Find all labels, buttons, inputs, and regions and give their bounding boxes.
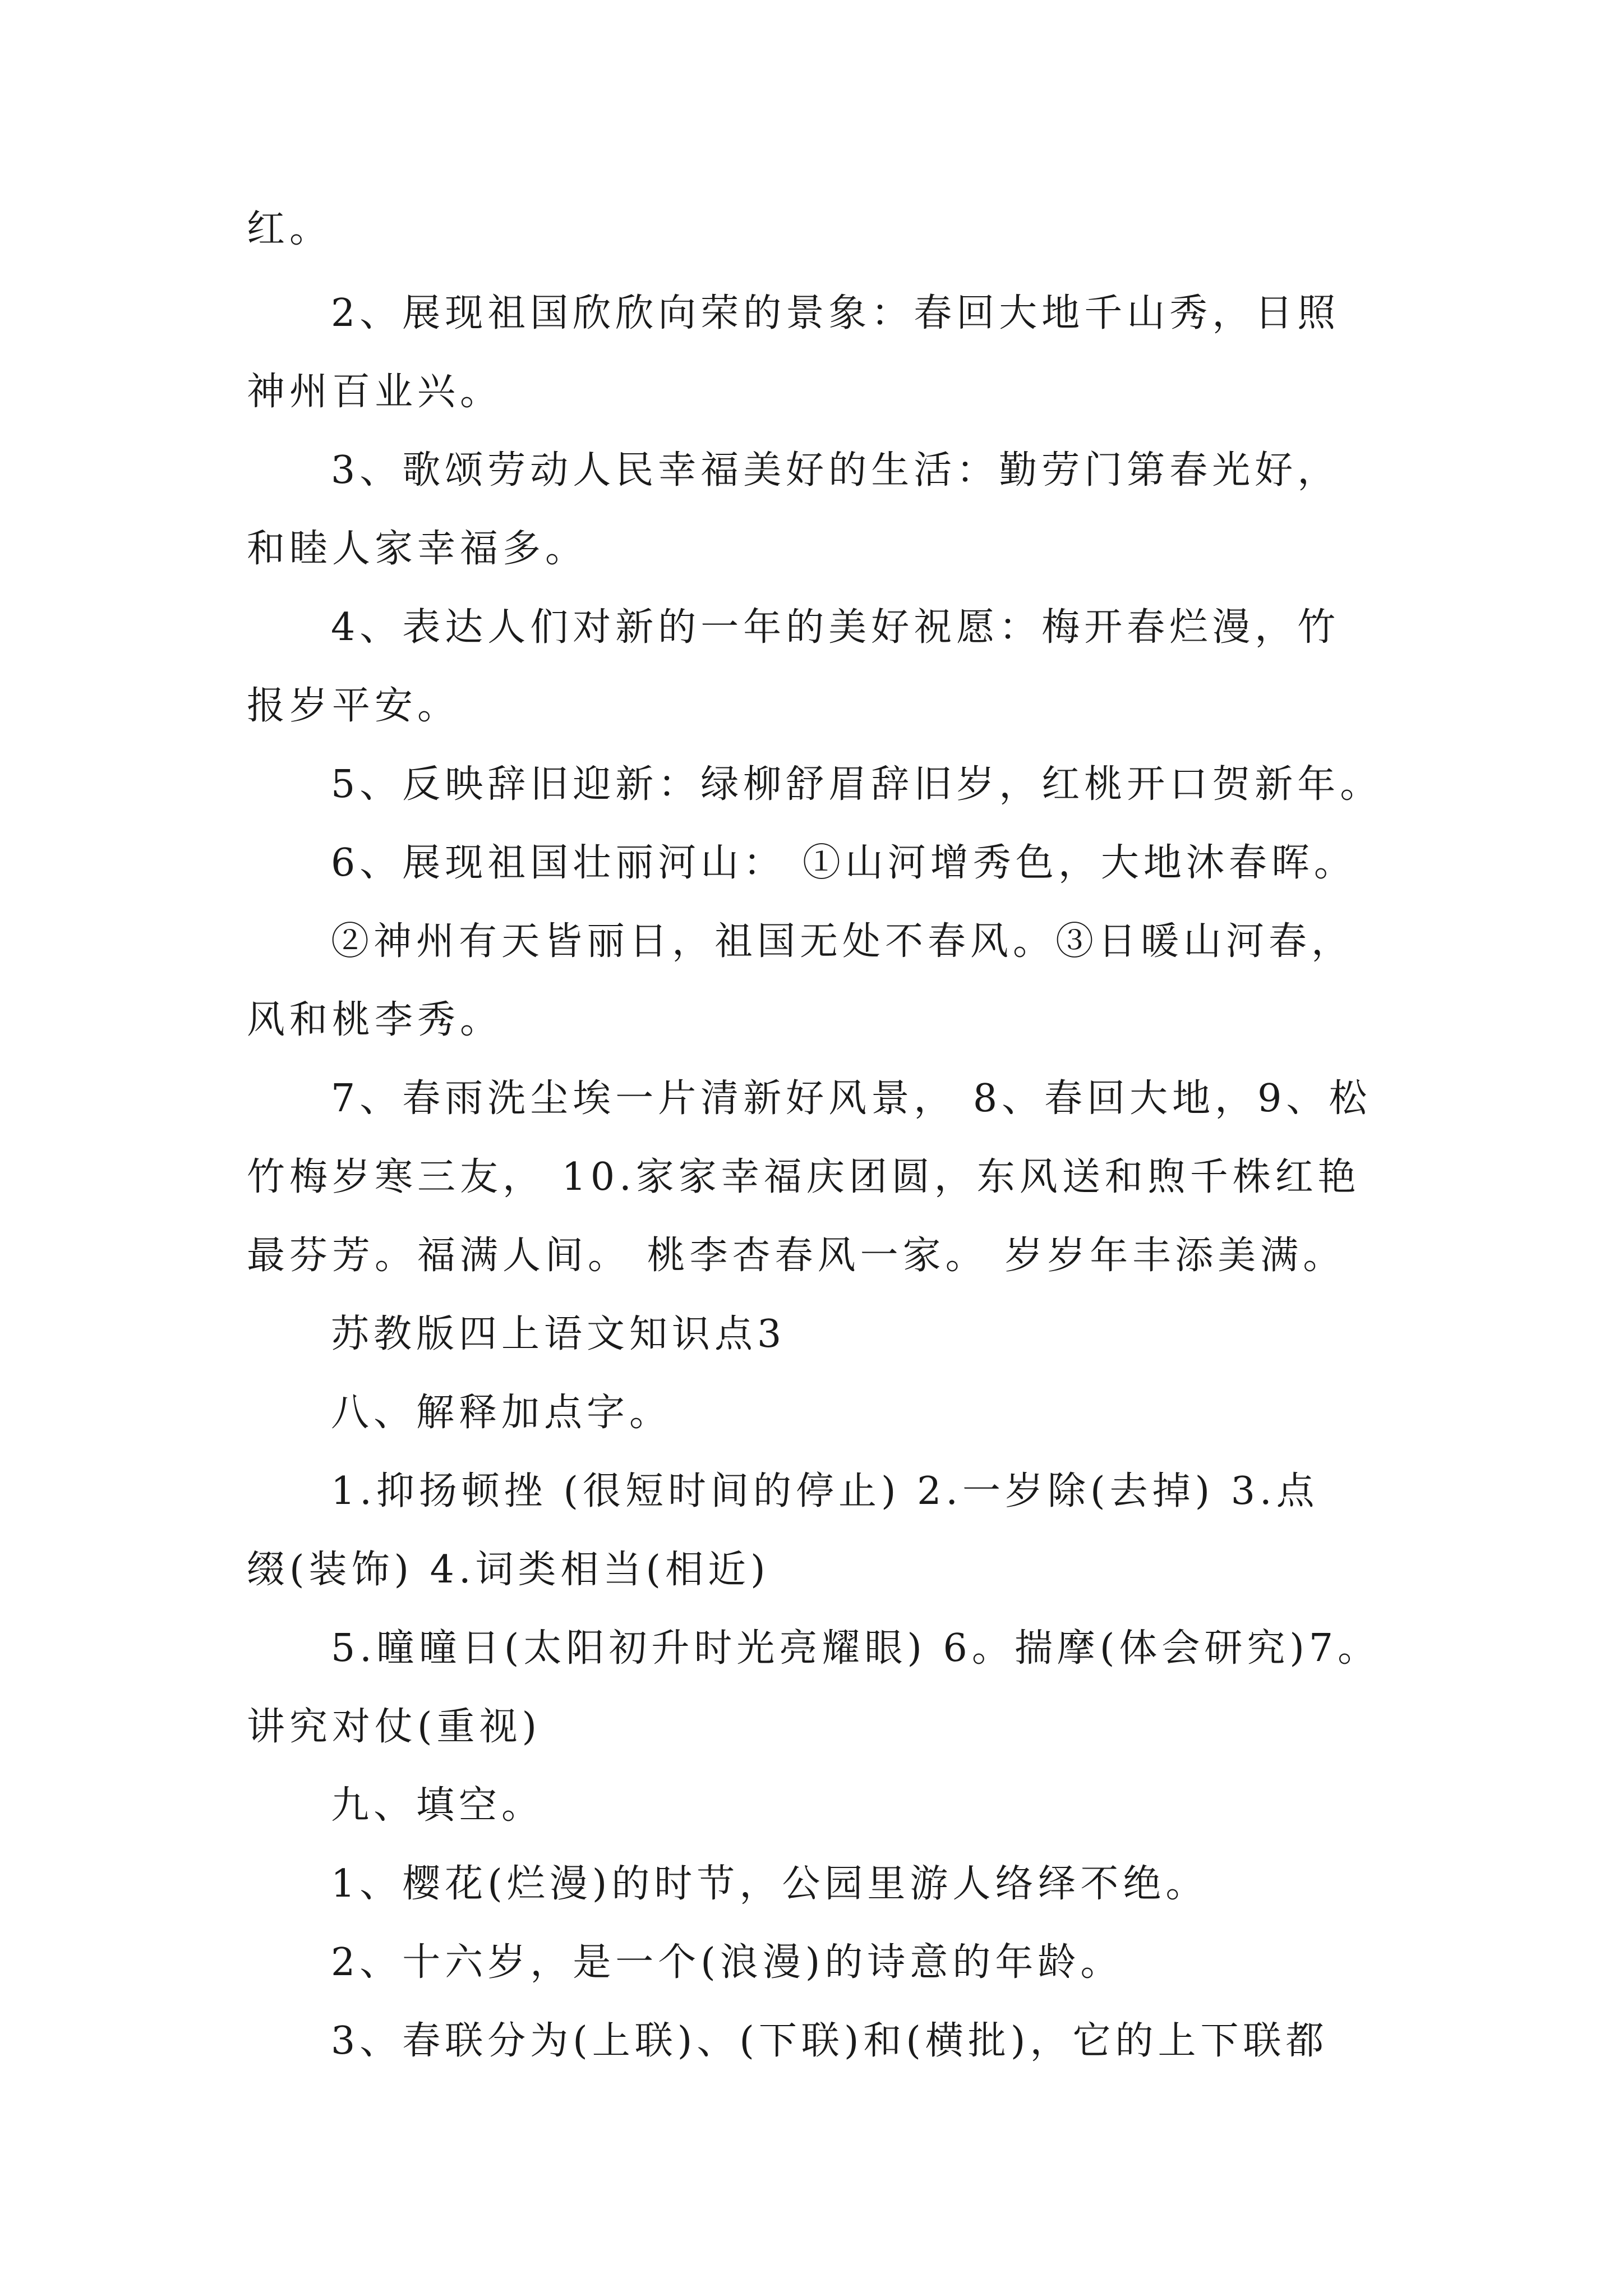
text-line: 竹梅岁寒三友， 10.家家幸福庆团圆，东风送和煦千株红艳 (247, 1155, 1361, 1199)
text-line: 神州百业兴。 (247, 370, 503, 414)
text-line: 2、十六岁，是一个(浪漫)的诗意的年龄。 (331, 1940, 1123, 1985)
text-line: 1、樱花(烂漫)的时节，公园里游人络绎不绝。 (331, 1862, 1209, 1906)
text-line: 2、展现祖国欣欣向荣的景象：春回大地千山秀，日照 (331, 291, 1340, 335)
section-heading: 八、解释加点字。 (331, 1391, 672, 1435)
text-line: 报岁平安。 (247, 684, 460, 728)
text-line: 3、歌颂劳动人民幸福美好的生活：勤劳门第春光好， (331, 448, 1340, 493)
text-line: 1.抑扬顿挫 (很短时间的停止) 2.一岁除(去掉) 3.点 (331, 1469, 1319, 1513)
text-line: 5.曈曈日(太阳初升时光亮耀眼) 6。揣摩(体会研究)7。 (331, 1626, 1381, 1671)
section-heading: 苏教版四上语文知识点3 (331, 1312, 786, 1356)
text-line: 和睦人家幸福多。 (247, 527, 588, 571)
text-line: 缀(装饰) 4.词类相当(相近) (247, 1548, 770, 1592)
text-line: 5、反映辞旧迎新：绿柳舒眉辞旧岁，红桃开口贺新年。 (331, 762, 1383, 807)
text-line: ②神州有天皆丽日，祖国无处不春风。③日暖山河春， (331, 919, 1354, 964)
text-line: 最芬芳。福满人间。 桃李杏春风一家。 岁岁年丰添美满。 (247, 1234, 1346, 1278)
section-heading: 九、填空。 (331, 1783, 545, 1828)
text-line: 3、春联分为(上联)、(下联)和(横批)，它的上下联都 (331, 2019, 1329, 2063)
text-line: 4、表达人们对新的一年的美好祝愿：梅开春烂漫，竹 (331, 605, 1340, 650)
text-line: 讲究对仗(重视) (247, 1705, 542, 1749)
text-line: 6、展现祖国壮丽河山： ①山河增秀色，大地沐春晖。 (331, 841, 1357, 885)
text-line: 红。 (247, 207, 333, 251)
text-line: 7、春雨洗尘埃一片清新好风景， 8、春回大地，9、松 (331, 1076, 1372, 1121)
text-line: 风和桃李秀。 (247, 998, 503, 1042)
